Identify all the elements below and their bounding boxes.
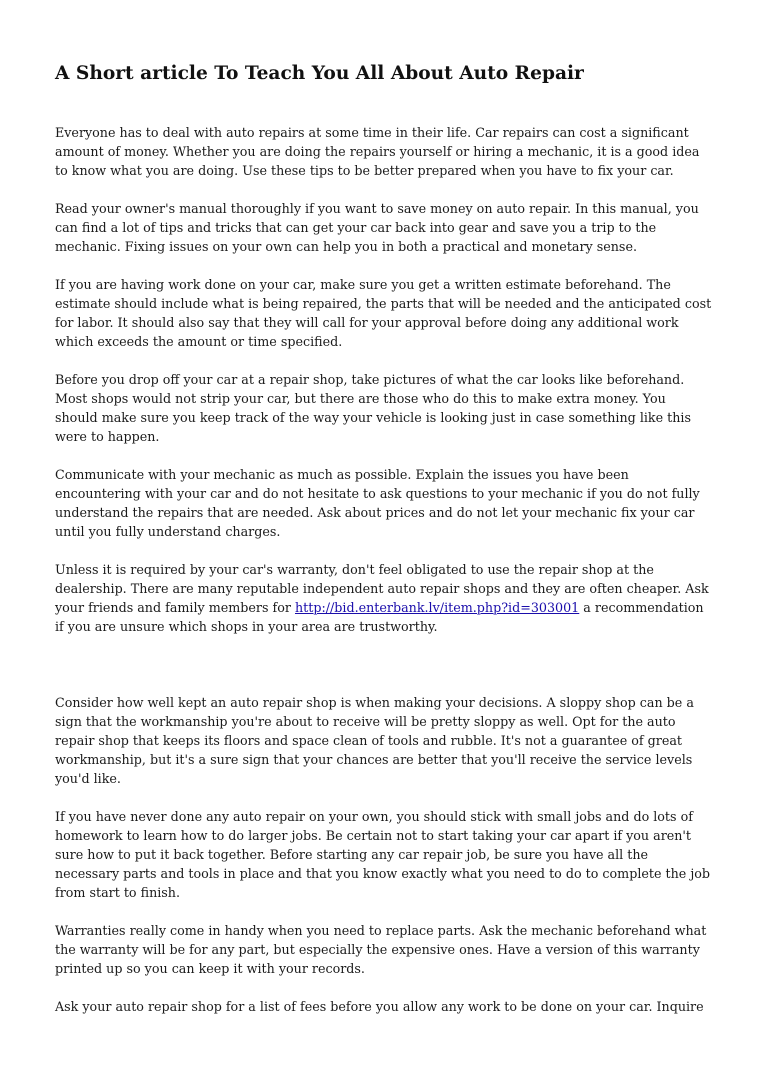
paragraph-warranties: Warranties really come in handy when you need to replace parts. Ask the mechanic beforehand what the warranty will be for any part, but especially the expensive ones. Have a version of this warranty printed up so you can keep it with your records. <box>55 923 707 976</box>
paragraph-text-before-link: Unless it is required by your car's warranty, don't feel obligated to use the repair shop at the dealership. There are many reputable independent auto repair shops and they are often cheaper. Ask your friends and family members for <box>55 562 709 615</box>
paragraph-written-estimate: If you are having work done on your car, make sure you get a written estimate beforehand. The estimate should include what is being repaired, the parts that will be needed and the anticipated cost for labor. It should also say that they will call for your approval before doing any additional work which exceeds the amount or time specified. <box>55 277 712 349</box>
paragraph-list-of-fees: Ask your auto repair shop for a list of fees before you allow any work to be done on your car. Inquire <box>55 999 704 1014</box>
paragraph-warranty-dealership <box>55 560 712 636</box>
paragraph-small-jobs: If you have never done any auto repair on your own, you should stick with small jobs and do lots of homework to learn how to do larger jobs. Be certain not to start taking your car apart if you aren't sure how to put it back together. Before starting any car repair job, be sure you have all the necessary parts and tools in place and that you know exactly what you need to do to complete the job from start to finish. <box>55 809 711 900</box>
article-title: A Short article To Teach You All About Auto Repair <box>55 63 584 84</box>
paragraph-take-pictures: Before you drop off your car at a repair shop, take pictures of what the car looks like beforehand. Most shops would not strip your car, but there are those who do this to make extra money. You should make sure you keep track of the way your vehicle is looking just in case something like this were to happen. <box>55 372 691 444</box>
paragraph-communicate: Communicate with your mechanic as much as possible. Explain the issues you have been encountering with your car and do not hesitate to ask questions to your mechanic if you do not fully understand the repairs that are needed. Ask about prices and do not let your mechanic fix your car until you fully understand charges. <box>55 467 700 539</box>
recommendation-link[interactable]: http://bid.enterbank.lv/item.php?id=303001 <box>294 600 580 615</box>
paragraph-text-after-link: a recommendation if you are unsure which shops in your area are trustworthy. <box>55 600 704 634</box>
paragraph-clean-shop: Consider how well kept an auto repair shop is when making your decisions. A sloppy shop can be a sign that the workmanship you're about to receive will be pretty sloppy as well. Opt for the auto repair shop that keeps its floors and space clean of tools and rubble. It's not a guarantee of great workmanship, but it's a sure sign that your chances are better that you'll receive the service levels you'd like. <box>55 695 694 786</box>
paragraph-owners-manual: Read your owner's manual thoroughly if you want to save money on auto repair. In this manual, you can find a lot of tips and tricks that can get your car back into gear and save you a trip to the mechanic. Fixing issues on your own can help you in both a practical and monetary sense. <box>55 201 699 254</box>
paragraph-intro: Everyone has to deal with auto repairs at some time in their life. Car repairs can cost a significant amount of money. Whether you are doing the repairs yourself or hiring a mechanic, it is a good idea to know what you are doing. Use these tips to be better prepared when you have to fix your car. <box>55 125 700 178</box>
